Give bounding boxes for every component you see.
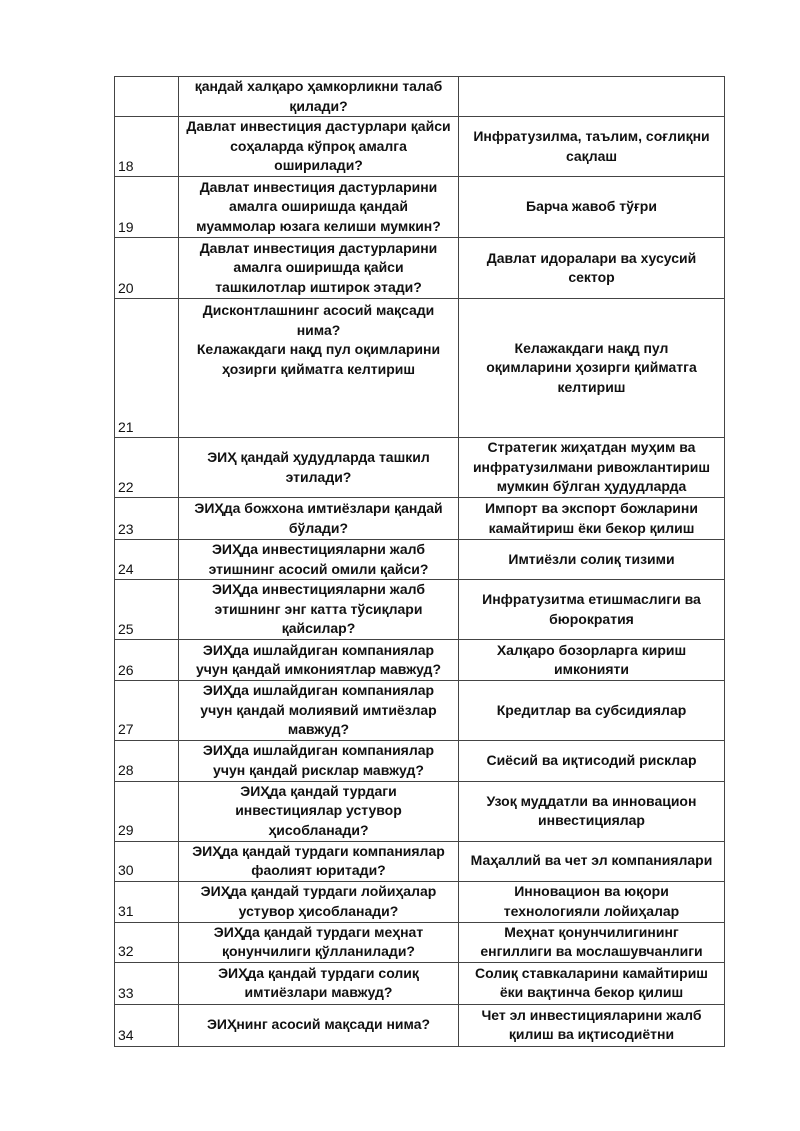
question-line: ЭИҲда божхона имтиёзлари қандай bbox=[194, 500, 443, 516]
question-line: қонунчилиги қўлланилади? bbox=[222, 943, 415, 959]
answer-line: инфратузилмани ривожлантириш bbox=[472, 458, 711, 475]
question-line: соҳаларда кўпроқ амалга bbox=[230, 137, 407, 154]
row-number: 33 bbox=[115, 962, 179, 1004]
answer-line: мумкин бўлган ҳудудларда bbox=[496, 478, 687, 495]
question-cell bbox=[179, 922, 459, 962]
qa-table-body bbox=[115, 77, 725, 1047]
question-line: оширилади? bbox=[274, 157, 363, 174]
row-number: 25 bbox=[115, 580, 179, 640]
row-number: 29 bbox=[115, 781, 179, 841]
answer-line: Меҳнат қонунчилигининг bbox=[504, 923, 679, 940]
answer-line: енгиллиги ва мослашувчанлиги bbox=[480, 943, 703, 959]
question-line: ЭИҲда инвестицияларни жалб bbox=[211, 541, 426, 557]
answer-cell bbox=[459, 881, 725, 922]
question-line: муаммолар юзага келиши мумкин? bbox=[196, 217, 441, 234]
question-line: ЭИҲда қандай турдаги солиқ bbox=[218, 964, 419, 981]
question-line: бўлади? bbox=[288, 519, 349, 536]
question-line: ЭИҲда инвестицияларни жалб bbox=[211, 581, 426, 598]
answer-line: Кредитлар ва субсидиялар bbox=[496, 701, 687, 718]
answer-line: Барча жавоб тўғри bbox=[526, 198, 657, 215]
row-number bbox=[115, 77, 179, 117]
question-cell bbox=[179, 781, 459, 841]
row-number: 19 bbox=[115, 177, 179, 238]
answer-cell bbox=[459, 238, 725, 299]
answer-line: Келажакдаги нақд пул bbox=[514, 339, 669, 356]
answer-cell bbox=[459, 681, 725, 741]
answer-line: Чет эл инвестицияларини жалб bbox=[481, 1006, 702, 1023]
question-line: этишнинг энг катта тўсиқлари bbox=[214, 600, 423, 617]
question-line: ЭИҲда ишлайдиган компаниялар bbox=[202, 682, 435, 698]
table-row bbox=[115, 540, 725, 580]
question-line: ЭИҲда ишлайдиган компаниялар bbox=[202, 641, 435, 658]
answer-line: оқимларини ҳозирги қийматга bbox=[486, 359, 697, 376]
table-row bbox=[115, 438, 725, 498]
question-line: Давлат инвестиция дастурларини bbox=[199, 178, 438, 195]
answer-line: Импорт ва экспорт божларини bbox=[485, 500, 698, 516]
question-line: ташкилотлар иштирок этади? bbox=[215, 278, 422, 295]
answer-cell bbox=[459, 781, 725, 841]
question-line: учун қандай имкониятлар мавжуд? bbox=[195, 661, 441, 677]
table-row bbox=[115, 681, 725, 741]
answer-line: сақлаш bbox=[565, 147, 618, 164]
question-line: амалга оширишда қайси bbox=[233, 259, 404, 276]
answer-cell bbox=[459, 580, 725, 640]
question-line: устувор ҳисобланади? bbox=[238, 902, 399, 919]
question-line: нима? bbox=[296, 321, 341, 338]
answer-cell bbox=[459, 922, 725, 962]
question-cell bbox=[179, 77, 459, 117]
table-row bbox=[115, 962, 725, 1004]
question-line: амалга оширишда қандай bbox=[229, 198, 408, 215]
answer-cell bbox=[459, 540, 725, 580]
row-number: 21 bbox=[115, 299, 179, 438]
row-number: 27 bbox=[115, 681, 179, 741]
question-line: қайсилар? bbox=[281, 620, 356, 637]
question-cell bbox=[179, 881, 459, 922]
answer-line: камайтириш ёки бекор қилиш bbox=[488, 519, 695, 536]
qa-table bbox=[114, 76, 725, 1047]
answer-line: Инфратузилма, таълим, соғлиқни bbox=[473, 128, 710, 144]
question-line: учун қандай молиявий имтиёзлар bbox=[200, 701, 437, 718]
question-cell bbox=[179, 740, 459, 781]
answer-cell bbox=[459, 299, 725, 438]
question-line: Давлат инвестиция дастурлари қайси bbox=[186, 118, 451, 135]
table-row bbox=[115, 881, 725, 922]
answer-line: технологияли лойиҳалар bbox=[503, 902, 680, 919]
answer-cell bbox=[459, 640, 725, 681]
row-number: 23 bbox=[115, 498, 179, 540]
table-row bbox=[115, 841, 725, 881]
answer-cell bbox=[459, 1004, 725, 1046]
question-cell bbox=[179, 177, 459, 238]
row-number: 24 bbox=[115, 540, 179, 580]
answer-line: Солиқ ставкаларини камайтириш bbox=[475, 964, 708, 981]
question-line: қилади? bbox=[289, 97, 348, 114]
answer-cell bbox=[459, 117, 725, 177]
question-cell bbox=[179, 498, 459, 540]
answer-line: Узоқ муддатли ва инновацион bbox=[486, 792, 697, 809]
question-cell bbox=[179, 962, 459, 1004]
answer-cell bbox=[459, 177, 725, 238]
answer-line: Инфратузитма етишмаслиги ва bbox=[482, 591, 701, 607]
table-row bbox=[115, 498, 725, 540]
answer-line: Халқаро бозорларга кириш bbox=[496, 641, 687, 658]
answer-cell bbox=[459, 841, 725, 881]
answer-line: Давлат идоралари ва хусусий bbox=[486, 249, 697, 266]
answer-cell bbox=[459, 438, 725, 498]
row-number: 26 bbox=[115, 640, 179, 681]
question-cell bbox=[179, 238, 459, 299]
answer-line: бюрократия bbox=[549, 610, 634, 627]
table-row bbox=[115, 640, 725, 681]
answer-cell bbox=[459, 77, 725, 117]
table-row bbox=[115, 117, 725, 177]
question-cell bbox=[179, 438, 459, 498]
row-number: 20 bbox=[115, 238, 179, 299]
question-cell bbox=[179, 299, 459, 438]
answer-line: сектор bbox=[568, 269, 615, 285]
answer-line: келтириш bbox=[557, 378, 626, 395]
answer-cell bbox=[459, 962, 725, 1004]
question-line: ЭИҲнинг асосий мақсади нима? bbox=[206, 1016, 431, 1033]
row-number: 31 bbox=[115, 881, 179, 922]
question-line: учун қандай рисклар мавжуд? bbox=[213, 761, 424, 778]
table-row bbox=[115, 177, 725, 238]
question-line: фаолият юритади? bbox=[251, 862, 386, 878]
table-row bbox=[115, 238, 725, 299]
table-row bbox=[115, 1004, 725, 1046]
table-row bbox=[115, 922, 725, 962]
answer-line: қилиш ва иқтисодиётни bbox=[508, 1026, 675, 1042]
question-cell bbox=[179, 580, 459, 640]
answer-line: инвестициялар bbox=[538, 812, 645, 828]
question-line: Дисконтлашнинг асосий мақсади bbox=[202, 302, 435, 318]
question-line: мавжуд? bbox=[287, 721, 350, 737]
row-number: 34 bbox=[115, 1004, 179, 1046]
row-number: 22 bbox=[115, 438, 179, 498]
answer-line: Стратегик жиҳатдан муҳим ва bbox=[487, 439, 696, 456]
question-line: Келажакдаги нақд пул оқимларини bbox=[196, 341, 441, 357]
answer-cell bbox=[459, 740, 725, 781]
answer-line: Инновацион ва юқори bbox=[514, 883, 669, 899]
answer-line: Сиёсий ва иқтисодий рисклар bbox=[486, 751, 697, 768]
question-line: ЭИҲда қандай турдаги лойиҳалар bbox=[200, 883, 437, 899]
answer-cell bbox=[459, 498, 725, 540]
question-cell bbox=[179, 681, 459, 741]
question-line: ҳисобланади? bbox=[268, 821, 369, 838]
question-cell bbox=[179, 640, 459, 681]
question-line: ЭИҲда қандай турдаги компаниялар bbox=[192, 842, 445, 859]
question-cell bbox=[179, 841, 459, 881]
question-line: ЭИҲ қандай ҳудудларда ташкил bbox=[207, 449, 430, 465]
table-row bbox=[115, 77, 725, 117]
table-row bbox=[115, 781, 725, 841]
question-cell bbox=[179, 1004, 459, 1046]
question-line: инвестициялар устувор bbox=[235, 802, 402, 819]
answer-line: Маҳаллий ва чет эл компаниялари bbox=[470, 852, 713, 869]
question-line: ЭИҲда қандай турдаги меҳнат bbox=[213, 923, 424, 940]
table-row bbox=[115, 299, 725, 438]
question-line: этишнинг асосий омили қайси? bbox=[208, 560, 429, 577]
row-number: 30 bbox=[115, 841, 179, 881]
row-number: 18 bbox=[115, 117, 179, 177]
question-line: Давлат инвестиция дастурларини bbox=[199, 239, 438, 256]
question-line: ЭИҲда қандай турдаги bbox=[240, 782, 397, 799]
row-number: 32 bbox=[115, 922, 179, 962]
question-line: этилади? bbox=[285, 468, 352, 485]
answer-line: ёки вақтинча бекор қилиш bbox=[499, 984, 684, 1000]
question-line: ҳозирги қийматга келтириш bbox=[221, 360, 416, 377]
question-line: ЭИҲда ишлайдиган компаниялар bbox=[202, 742, 435, 758]
question-cell bbox=[179, 540, 459, 580]
table-row bbox=[115, 740, 725, 781]
question-line: қандай халқаро ҳамкорликни талаб bbox=[194, 78, 443, 94]
table-row bbox=[115, 580, 725, 640]
answer-line: имконияти bbox=[553, 661, 630, 677]
question-cell bbox=[179, 117, 459, 177]
row-number: 28 bbox=[115, 740, 179, 781]
question-line: имтиёзлари мавжуд? bbox=[244, 984, 393, 1000]
answer-line: Имтиёзли солиқ тизими bbox=[508, 550, 675, 567]
